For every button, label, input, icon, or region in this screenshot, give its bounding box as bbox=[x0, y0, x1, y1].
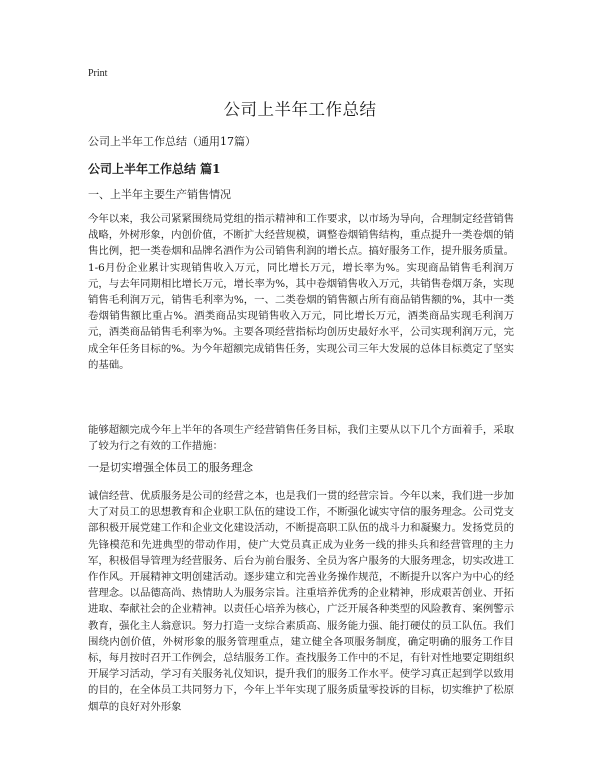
print-link[interactable]: Print bbox=[88, 68, 108, 79]
page-title: 公司上半年工作总结 bbox=[223, 100, 377, 119]
paragraph-service-detail: 诚信经营、优质服务是公司的经营之本，也是我们一贯的经营宗旨。今年以来，我们进一步加大了对员工的思想教育和企业职工队伍的建设工作，不断强化诚实守信的服务理念。公司党支部积极开展党建工作和企业文化建设活动，不断提高职工队伍的战斗力和凝聚力。发扬党员的先锋模范和先进典型的带动作用，使广大党员真正成为业务一线的排头兵和经营管理的主力军，积极倡导管理为经营服务、后台为前台服务、全员为客户服务的大服务理念，切实改进工作作风。开展精神文明创建活动。逐步建立和完善业务操作规范，不断提升以客户为中心的经营理念。以品德高尚、热情助人为服务宗旨。注重培养优秀的企业精神，形成艰苦创业、开拓进取、奉献社会的企业精神。以责任心培养为核心，广泛开展各种类型的风险教育、案例警示教育，强化主人翁意识。努力打造一支综合素质高、服务能力强、能打硬仗的员工队伍。我们围绕内创价值，外树形象的服务管理重点，建立健全各项服务制度，确定明确的服务工作目标，每月按时召开工作例会，总结服务工作。查找服务工作中的不足，有针对性地要定期组织开展学习活动，学习有关服务礼仪知识，提升我们的服务工作水平。使学习真正起到学以致用的目的，在全体员工共同努力下，今年上半年实现了服务质量零投诉的目标，切实维护了松原烟草的良好对外形象 bbox=[88, 490, 515, 713]
section-title: 公司上半年工作总结 篇1 bbox=[88, 162, 221, 176]
subheading-sales: 一、上半年主要生产销售情况 bbox=[88, 188, 231, 201]
document-subtitle: 公司上半年工作总结（通用17篇） bbox=[88, 135, 256, 148]
paragraph-measures-intro: 能够超额完成今年上半年的各项生产经营销售任务目标，我们主要从以下几个方面着手，采取了较为行之有效的工作措施： bbox=[88, 424, 515, 453]
paragraph-sales-summary: 今年以来，我公司紧紧围绕局党组的指示精神和工作要求，以市场为导向，合理制定经营销售战略，外树形象，内创价值，不断扩大经营规模，调整卷烟销售结构，重点提升一类卷烟的销售比例，把一类卷烟和品牌名酒作为公司销售利润的增长点。搞好服务工作，提升服务质量。1-6月份企业累计实现销售收入万元，同比增长万元，增长率为%。实现商品销售毛利润万元，与去年同期相比增长万元，增长率为%，其中卷烟销售收入万元，共销售卷烟万条，实现销售毛利润万元，销售毛利率为%，一、二类卷烟的销售额占所有商品销售额的%，其中一类卷烟销售额比重占%。酒类商品实现销售收入万元，同比增长万元，酒类商品实现毛利润万元，酒类商品销售毛利率为%。主要各项经营指标均创历史最好水平，公司实现利润万元，完成全年任务目标的%。为今年超额完成销售任务，实现公司三年大发展的总体目标奠定了坚实的基础。 bbox=[88, 213, 515, 371]
paragraph-service-heading: 一是切实增强全体员工的服务理念 bbox=[88, 461, 253, 474]
